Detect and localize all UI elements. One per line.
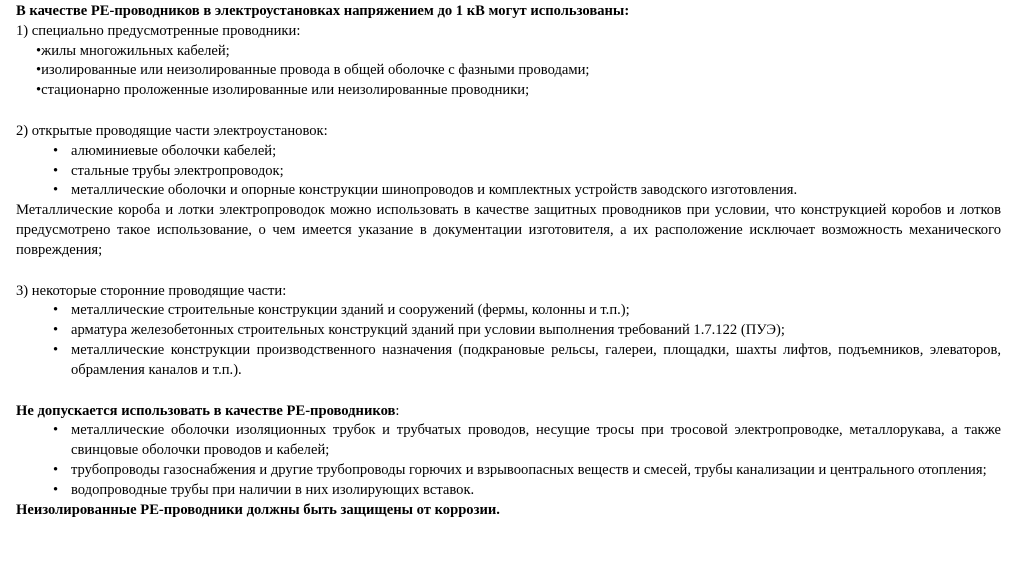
prohibited-title [16, 402, 1001, 422]
list-item-text: водопроводные трубы при наличии в них изолирующих вставок. [71, 481, 475, 498]
list-item [36, 81, 1001, 101]
list-item-text: жилы многожильных кабелей; [41, 42, 230, 59]
list-item-text: металлические оболочки изоляционных трубок и трубчатых проводов, несущие тросы при тросовой электропроводке, металлорукава, а также свинцовые оболочки проводов и кабелей; [71, 422, 1001, 459]
prohibited-title-text: Не допускается использовать в качестве PE-проводников [16, 402, 396, 419]
list-item [53, 461, 1001, 481]
bullet-icon: • [53, 481, 59, 498]
document-body [16, 2, 1001, 520]
section-2-title: 2) открытые проводящие части электроустановок: [16, 122, 328, 139]
bullet-icon: • [53, 341, 59, 358]
list-item [36, 61, 1001, 81]
bullet-icon: • [53, 322, 59, 339]
bullet-icon: • [53, 142, 59, 159]
list-item-text: металлические конструкции производственного назначения (подкрановые рельсы, галереи, площадки, шахты лифтов, подъемников, элеваторов, обрамления каналов и т.п.). [71, 341, 1001, 378]
list-item [53, 181, 1001, 201]
list-item [53, 421, 1001, 461]
footer-statement: Неизолированные PE-проводники должны быть защищены от коррозии. [16, 501, 500, 518]
spacer [16, 381, 1001, 402]
bullet-icon: • [53, 422, 59, 439]
list-item [53, 341, 1001, 381]
list-item-text: стальные трубы электропроводок; [71, 162, 284, 179]
bullet-icon: • [53, 302, 59, 319]
list-item [53, 162, 1001, 182]
spacer [16, 101, 1001, 122]
section-1-list [16, 42, 1001, 101]
bullet-icon: • [53, 461, 59, 478]
list-item [53, 321, 1001, 341]
prohibited-title-colon: : [395, 402, 400, 419]
section-2-note: Металлические короба и лотки электропроводок можно использовать в качестве защитных проводников при условии, что конструкцией коробов и лотков предусмотрено такое использование, о чем имеется указание в документации изготовителя, а их расположение исключает возможность механического повреждения; [16, 202, 1001, 258]
section-3-title: 3) некоторые сторонние проводящие части: [16, 282, 287, 299]
section-3-list [16, 301, 1001, 380]
list-item-text: изолированные или неизолированные провода в общей оболочке с фазными проводами; [41, 62, 590, 79]
section-2-list [16, 142, 1001, 201]
list-item [53, 301, 1001, 321]
bullet-icon: • [53, 162, 59, 179]
section-1-title: 1) специально предусмотренные проводники: [16, 22, 301, 39]
list-item [53, 481, 1001, 501]
bullet-icon: • [36, 82, 42, 99]
list-item-text: металлические оболочки и опорные конструкции шинопроводов и комплектных устройств заводского изготовления. [71, 182, 798, 199]
bullet-icon: • [53, 182, 59, 199]
list-item-text: стационарно проложенные изолированные или неизолированные проводники; [41, 82, 530, 99]
list-item [53, 142, 1001, 162]
list-item-text: металлические строительные конструкции зданий и сооружений (фермы, колонны и т.п.); [71, 302, 630, 319]
document-heading: В качестве PE-проводников в электроустановках напряжением до 1 кВ могут использованы: [16, 3, 630, 19]
list-item-text: алюминиевые оболочки кабелей; [71, 142, 277, 159]
prohibited-list [16, 421, 1001, 500]
list-item-text: трубопроводы газоснабжения и другие трубопроводы горючих и взрывоопасных веществ и смесей, трубы канализации и центрального отопления; [71, 461, 987, 478]
bullet-icon: • [36, 62, 42, 79]
bullet-icon: • [36, 42, 42, 59]
list-item [36, 42, 1001, 62]
list-item-text: арматура железобетонных строительных конструкций зданий при условии выполнения требований 1.7.122 (ПУЭ); [71, 322, 785, 339]
spacer [16, 261, 1001, 282]
